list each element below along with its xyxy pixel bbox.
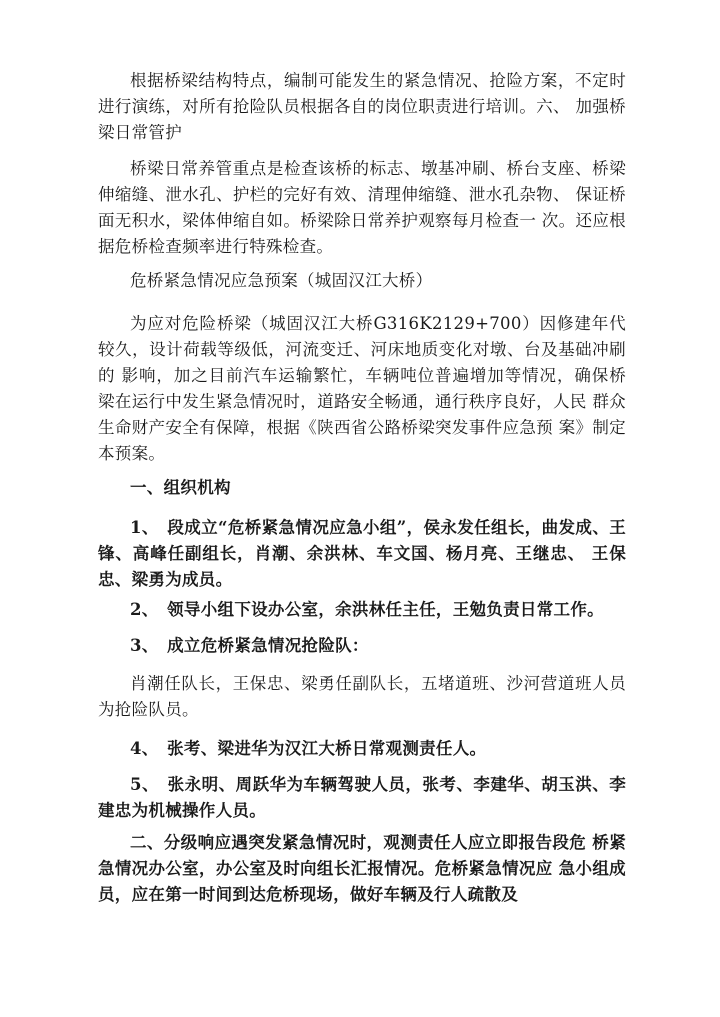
item-2-office: 2、 领导小组下设办公室，余洪林任主任，王勉负责日常工作。 (130, 600, 604, 619)
plan-title: 危桥紧急情况应急预案（城固汉江大桥） (130, 271, 433, 290)
section-graded-response: 二、分级响应遇突发紧急情况时，观测责任人应立即报告段危 桥紧急情况办公室，办公室及时向组长汇报情况。危桥紧急情况应 急小组成员，应在第一时间到达危桥现场，做好车辆及行人疏散及 (98, 833, 626, 904)
paragraph-purpose: 为应对危险桥梁（城固汉江大桥G316K2129+700）因修建年代较久，设计荷载等级低，河流变迁、河床地质变化对墩、台及基础冲刷的 影响，加之目前汽车运输繁忙，车辆吨位普遍增加等情况，确保桥 梁在运行中发生紧急情况时，道路安全畅通，通行秩序良好，人民 群众生命财产安全有保障，根据《陕西省公路桥梁突发事件应急预 案》制定本预案。 (98, 314, 626, 463)
paragraph-daily-maintenance: 桥梁日常养管重点是检查该桥的标志、墩基冲刷、桥台支座、桥梁伸缩缝、泄水孔、护栏的完好有效、清理伸缩缝、泄水孔杂物、 保证桥面无积水，梁体伸缩自如。桥梁除日常养护观察每月检查一 次。还应根据危桥检查频率进行特殊检查。 (98, 159, 626, 256)
item-4-observers: 4、 张考、梁进华为汉江大桥日常观测责任人。 (130, 739, 487, 758)
paragraph-training: 根据桥梁结构特点，编制可能发生的紧急情况、抢险方案，不定时进行演练，对所有抢险队员根据各自的岗位职责进行培训。六、 加强桥梁日常管护 (98, 71, 626, 142)
paragraph-rescue-members: 肖潮任队长，王保忠、梁勇任副队长，五堵道班、沙河营道班人员为抢险队员。 (98, 674, 626, 719)
section-organization: 一、组织机构 (130, 478, 231, 497)
item-5-drivers-operators: 5、 张永明、周跃华为车辆驾驶人员，张考、李建华、胡玉洪、李建忠为机械操作人员。 (98, 775, 626, 820)
item-3-rescue-team: 3、 成立危桥紧急情况抢险队： (130, 636, 369, 655)
item-1-emergency-group: 1、 段成立“危桥紧急情况应急小组”，侯永发任组长，曲发成、王锋、高峰任副组长，肖潮、余洪林、车文国、杨月亮、王继忠、 王保忠、梁勇为成员。 (98, 518, 626, 589)
